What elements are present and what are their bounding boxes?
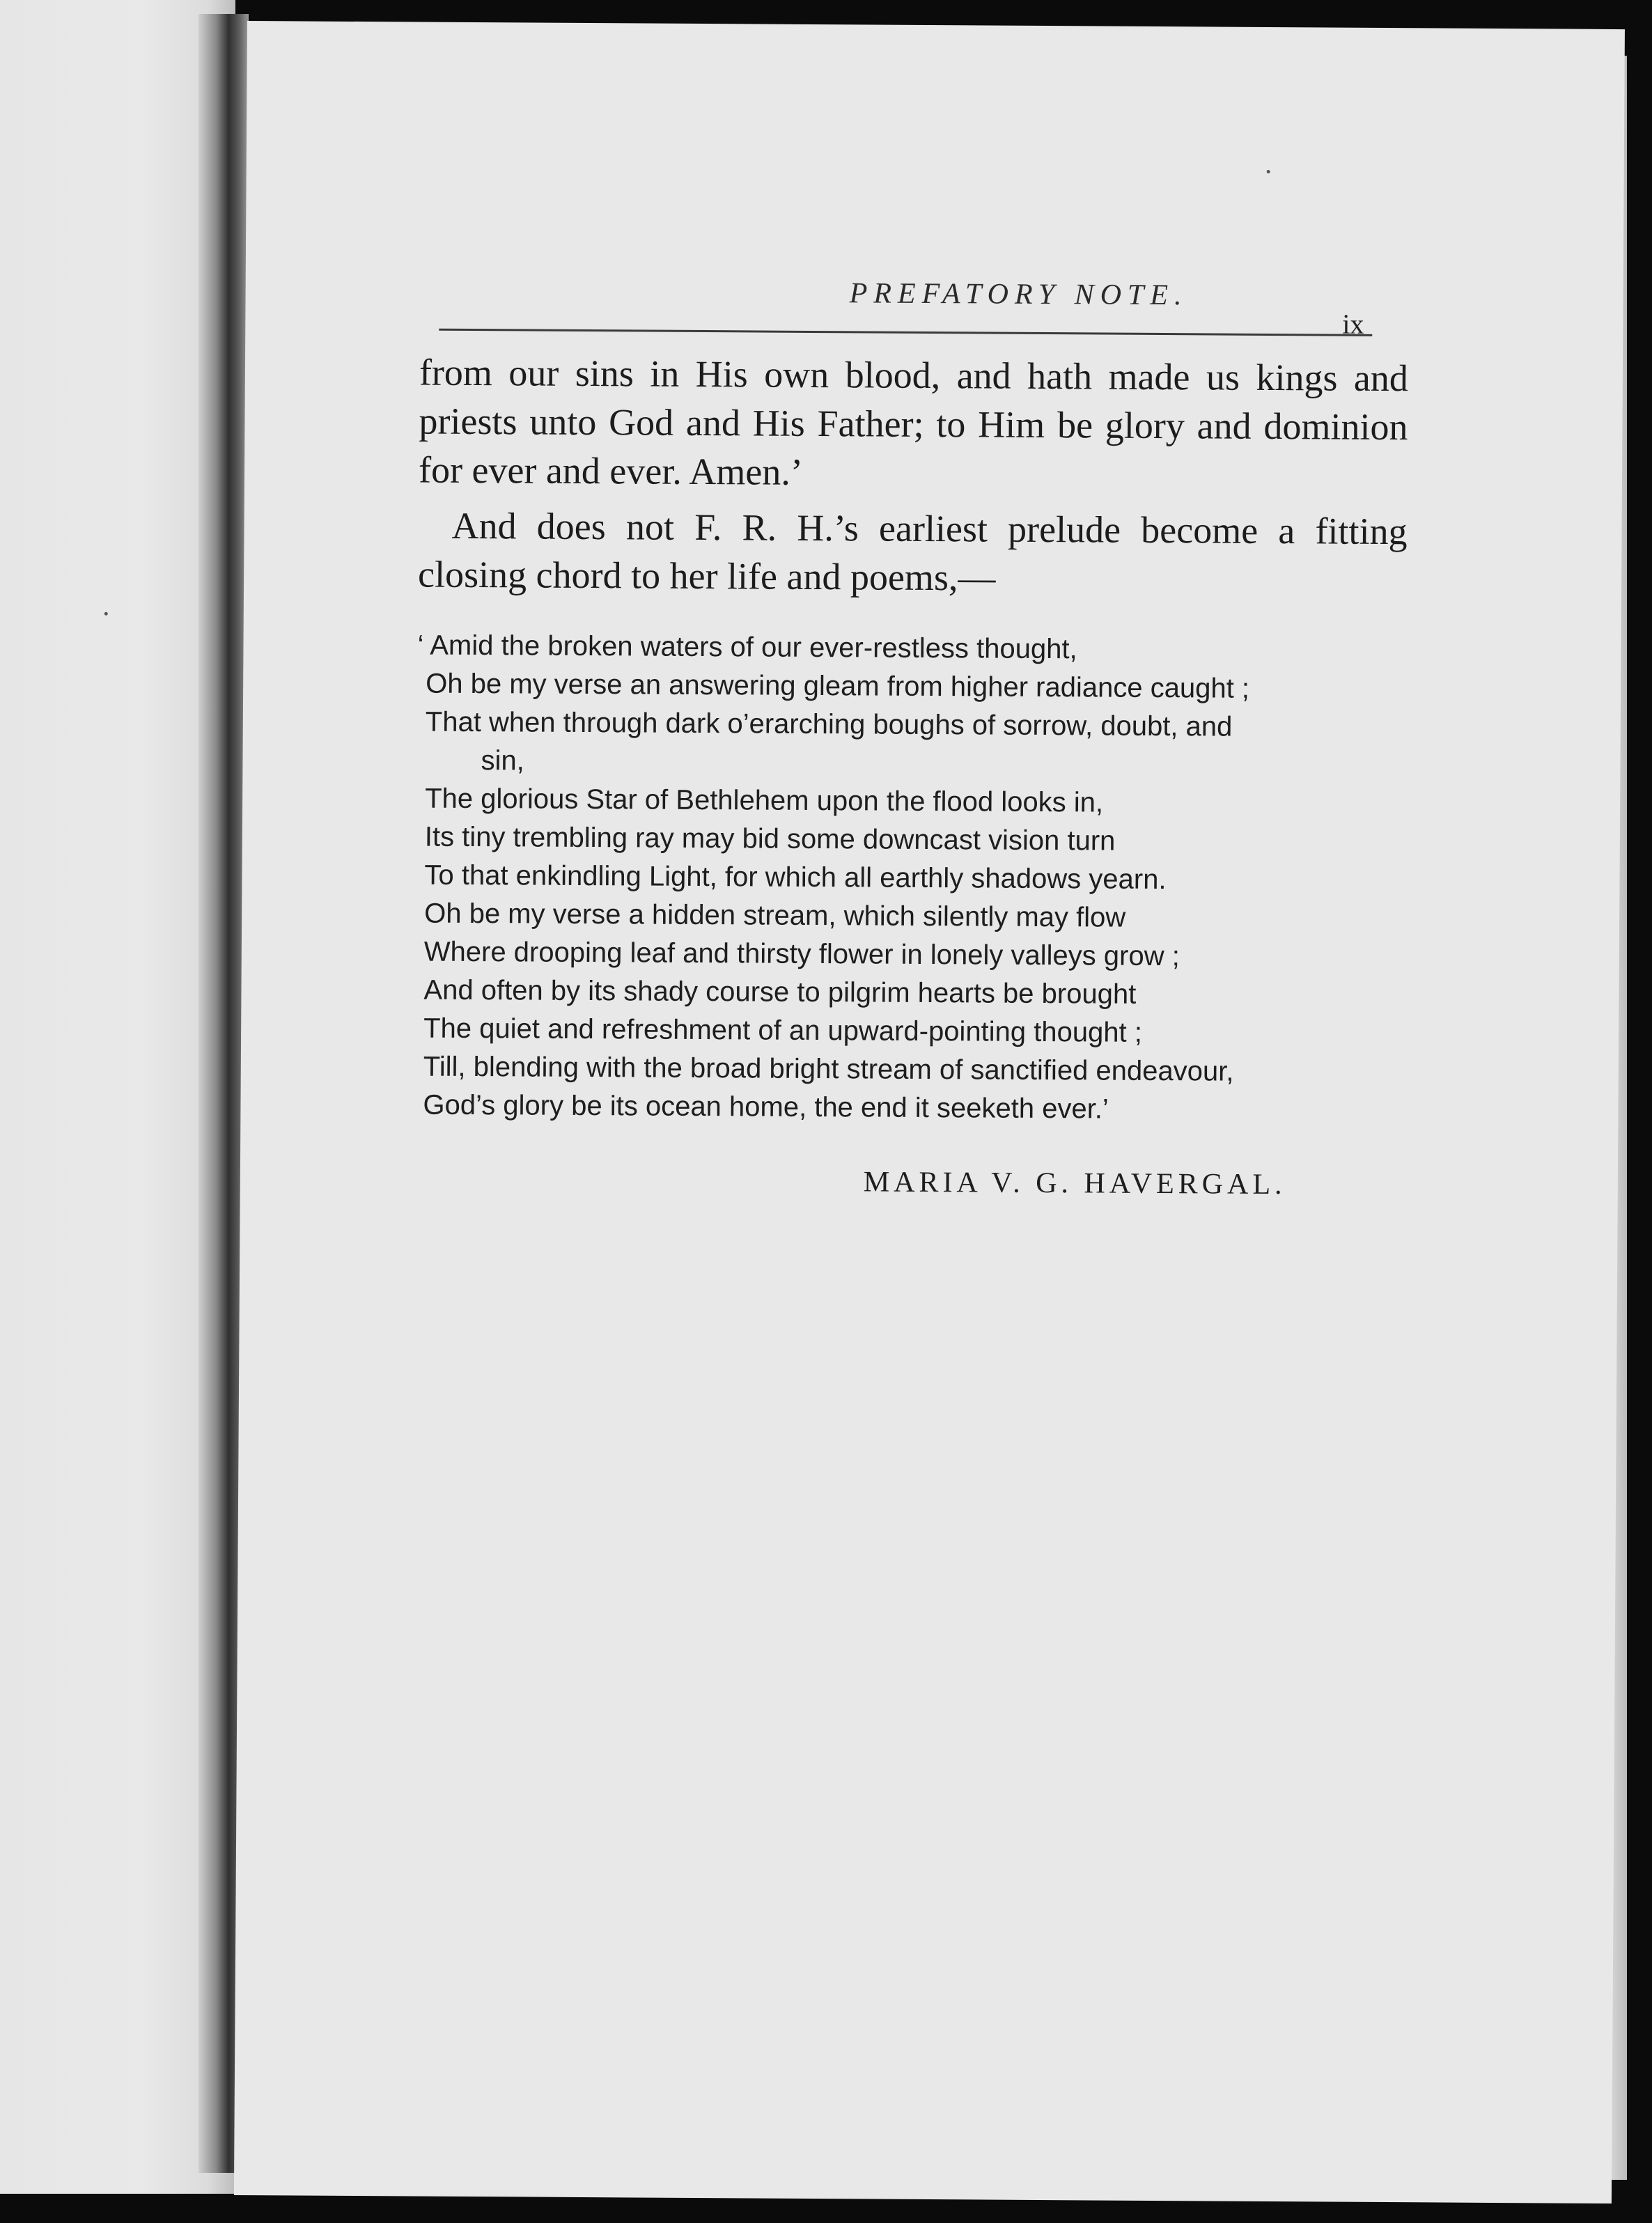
verse-block bbox=[414, 627, 1406, 1131]
verse-line: To that enkindling Light, for which all earthly shadows yearn. bbox=[424, 859, 1167, 896]
verse-line: And often by its shady course to pilgrim hearts be brought bbox=[423, 974, 1137, 1010]
page-number: ix bbox=[1342, 308, 1364, 340]
verse-line: The glorious Star of Bethlehem upon the flood looks in, bbox=[425, 783, 1104, 818]
verse-line: God’s glory be its ocean home, the end it seeketh ever.’ bbox=[423, 1089, 1109, 1125]
signature: MARIA V. G. HAVERGAL. bbox=[863, 1166, 1286, 1201]
verse-line: That when through dark o’erarching boughs of sorrow, doubt, and bbox=[425, 706, 1233, 742]
paper-speck bbox=[1267, 170, 1270, 173]
verse-line: Its tiny trembling ray may bid some downcast vision turn bbox=[424, 821, 1116, 857]
verse-line: The quiet and refreshment of an upward-pointing thought ; bbox=[423, 1013, 1143, 1048]
prose-text bbox=[418, 348, 1408, 605]
header-rule bbox=[439, 329, 1372, 336]
verse-line: Where drooping leaf and thirsty flower in lonely valleys grow ; bbox=[423, 936, 1180, 972]
book-page bbox=[234, 21, 1625, 2204]
prose-paragraph: from our sins in His own blood, and hath made us kings and priests unto God and His Father; to Him be glory and dominion for ever and ever. Amen.’ bbox=[418, 351, 1409, 493]
prose-paragraph: And does not F. R. H.’s earliest prelude become a fitting closing chord to her life and poems,— bbox=[417, 504, 1408, 599]
verse-line: Oh be my verse an answering gleam from higher radiance caught ; bbox=[426, 668, 1250, 704]
paper-speck bbox=[104, 612, 108, 616]
verse-line: Oh be my verse a hidden stream, which silently may flow bbox=[424, 898, 1126, 933]
running-head: PREFATORY NOTE. bbox=[849, 277, 1188, 312]
verse-line: ‘ Amid the broken waters of our ever-restless thought, bbox=[417, 630, 1077, 665]
verse-line: sin, bbox=[481, 745, 524, 777]
verse-line: Till, blending with the broad bright stream of sanctified endeavour, bbox=[423, 1051, 1234, 1087]
